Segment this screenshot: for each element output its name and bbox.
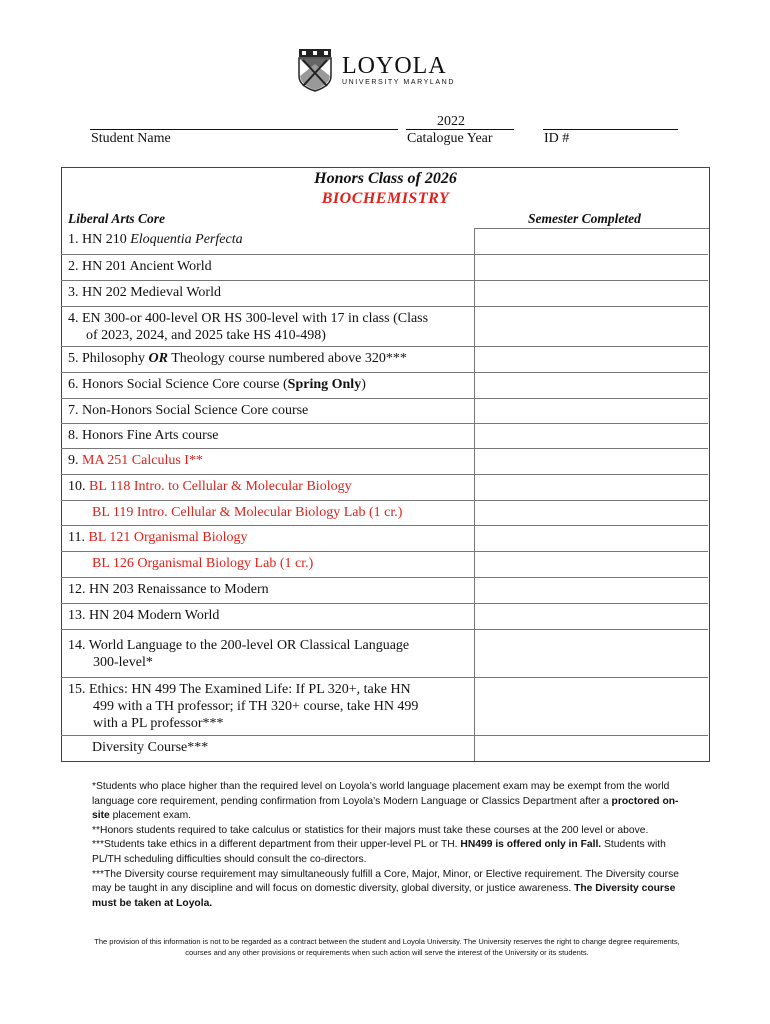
student-name-line[interactable]	[90, 129, 398, 130]
table-row: 12. HN 203 Renaissance to Modern	[61, 577, 708, 604]
table-row: 8. Honors Fine Arts course	[61, 423, 708, 449]
row-text: 1. HN 210	[68, 232, 131, 247]
left-column-header: Liberal Arts Core	[68, 211, 166, 226]
table-row: 7. Non-Honors Social Science Core course	[61, 398, 708, 424]
student-name-label: Student Name	[91, 131, 171, 146]
row-number: 11.	[68, 530, 89, 545]
table-row	[61, 372, 708, 399]
table-row	[61, 525, 708, 552]
table-row	[61, 474, 708, 501]
semester-cell[interactable]	[474, 307, 709, 347]
catalogue-year-value[interactable]: 2022	[437, 114, 465, 129]
table-row	[61, 500, 708, 526]
table-row	[61, 228, 708, 254]
table-row	[61, 551, 708, 578]
table-row	[61, 629, 708, 678]
semester-cell[interactable]	[474, 630, 709, 678]
row-text: 6. Honors Social Science Core course (	[68, 377, 288, 392]
major-title: BIOCHEMISTRY	[321, 190, 450, 207]
semester-cell[interactable]	[474, 281, 709, 307]
semester-cell[interactable]	[474, 501, 709, 526]
logo-name: LOYOLA	[342, 53, 447, 79]
row-text-italic: Eloquentia Perfecta	[130, 232, 243, 247]
semester-cell[interactable]	[474, 255, 709, 281]
table-row: 3. HN 202 Medieval World	[61, 280, 708, 307]
logo-subtitle: UNIVERSITY MARYLAND	[342, 79, 455, 86]
semester-cell[interactable]	[474, 399, 709, 424]
row-text: 499 with a TH professor; if TH 320+ course, take HN 499	[93, 699, 419, 714]
catalogue-year-label: Catalogue Year	[407, 131, 493, 146]
semester-cell[interactable]	[474, 578, 709, 604]
table-row	[61, 346, 708, 373]
footnotes	[92, 780, 682, 911]
row-text: 4. EN 300-or 400-level OR HS 300-level with 17 in class (Class	[68, 311, 429, 326]
row-text-required: MA 251 Calculus I**	[82, 453, 203, 468]
semester-cell[interactable]	[474, 552, 709, 578]
table-row	[61, 677, 708, 736]
catalogue-year-line	[406, 129, 514, 130]
semester-cell[interactable]	[474, 373, 709, 399]
id-line[interactable]	[543, 129, 678, 130]
row-text: 5. Philosophy	[68, 351, 149, 366]
row-text: )	[361, 377, 366, 392]
semester-cell[interactable]	[474, 228, 709, 254]
id-label: ID #	[544, 131, 570, 146]
row-number: 9.	[68, 453, 82, 468]
footnote-ethics: ***Students take ethics in a different department from their upper-level PL or TH. HN499 is offered only in Fall. Students with PL/TH scheduling difficulties should consult the co-directors.	[92, 839, 666, 865]
table-row: Diversity Course***	[61, 735, 708, 761]
semester-cell[interactable]	[474, 347, 709, 373]
semester-cell[interactable]	[474, 604, 709, 630]
row-text: of 2023, 2024, and 2025 take HS 410-498)	[86, 328, 326, 343]
semester-cell[interactable]	[474, 449, 709, 475]
row-text-emphasis: OR	[148, 351, 168, 366]
table-row: 2. HN 201 Ancient World	[61, 254, 708, 281]
row-text: with a PL professor***	[93, 716, 224, 731]
row-text: 300-level*	[93, 655, 153, 670]
semester-cell[interactable]	[474, 736, 709, 761]
table-title: Honors Class of 2026	[314, 170, 457, 187]
footnote-calculus: **Honors students required to take calculus or statistics for their majors must take these courses at the 200 level or above.	[92, 824, 649, 836]
shield-crest-icon	[298, 48, 332, 92]
table-row: 13. HN 204 Modern World	[61, 603, 708, 630]
row-number: 10.	[68, 479, 89, 494]
university-logo	[298, 47, 455, 93]
semester-cell[interactable]	[474, 424, 709, 449]
row-text-required: BL 118 Intro. to Cellular & Molecular Biology	[89, 479, 352, 494]
table-row	[61, 448, 708, 475]
semester-cell[interactable]	[474, 475, 709, 501]
row-text-emphasis: Spring Only	[287, 377, 362, 392]
semester-cell[interactable]	[474, 678, 709, 736]
disclaimer: The provision of this information is not to be regarded as a contract between the student and Loyola University. The University reserves the right to change degree requirements, courses and any other provisions or requirements when such action will serve the interest of the University or its students.	[94, 937, 680, 957]
semester-cell[interactable]	[474, 526, 709, 552]
row-text: Theology course numbered above 320***	[167, 351, 407, 366]
row-text: 15. Ethics: HN 499 The Examined Life: If PL 320+, take HN	[68, 682, 411, 697]
row-text-required: BL 126 Organismal Biology Lab (1 cr.)	[92, 556, 314, 571]
right-column-header: Semester Completed	[528, 211, 641, 226]
row-text-required: BL 119 Intro. Cellular & Molecular Biology Lab (1 cr.)	[92, 505, 403, 520]
footnote-diversity: ***The Diversity course requirement may simultaneously fulfill a Core, Major, Minor, or Elective requirement. The Diversity course may be taught in any discipline and will focus on domestic diversity, global diversity, or justice awareness. The Diversity course must be taken at Loyola.	[92, 868, 679, 909]
table-row	[61, 306, 708, 347]
row-text-required: BL 121 Organismal Biology	[88, 530, 248, 545]
footnote-language: *Students who place higher than the required level on Loyola’s world language placement exam may be exempt from the world language core requirement, pending confirmation from Loyola’s Modern Language or Classics Department after a proctored on-site placement exam.	[92, 781, 679, 822]
row-text: 14. World Language to the 200-level OR Classical Language	[68, 638, 410, 653]
